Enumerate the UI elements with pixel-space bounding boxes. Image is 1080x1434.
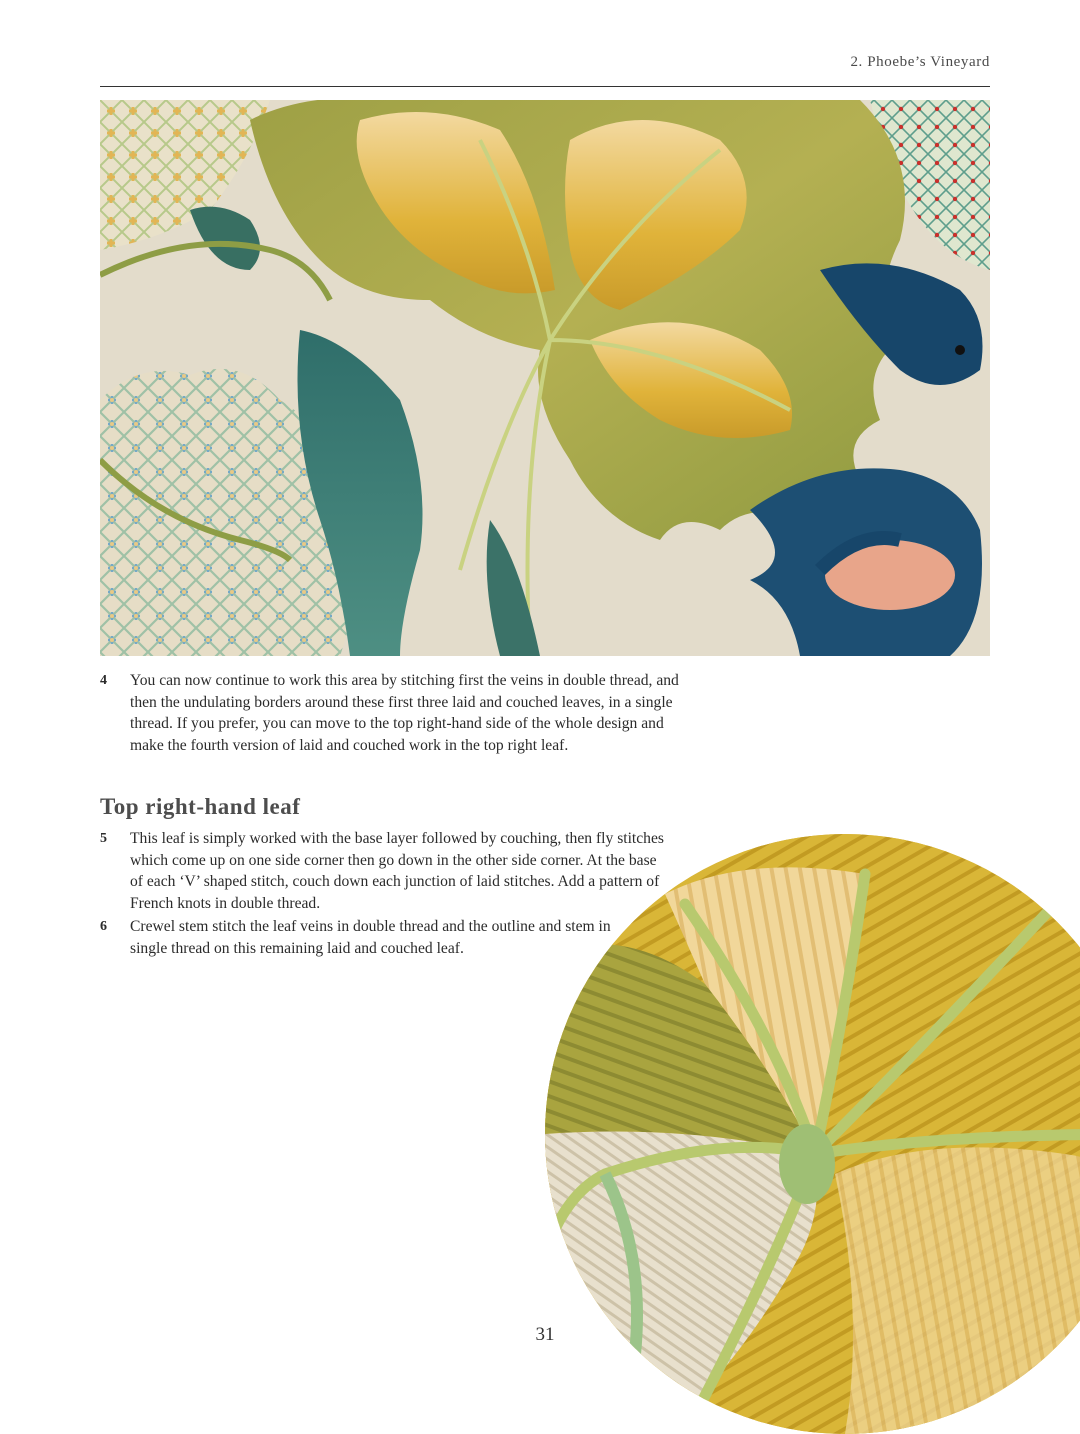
step-5	[100, 828, 672, 914]
step-6	[100, 916, 630, 959]
embroidery-photo	[100, 100, 990, 656]
step-text: Crewel stem stitch the leaf veins in double thread and the outline and stem in single thread on this remaining laid and couched leaf.	[130, 918, 611, 957]
page-number: 31	[535, 1324, 555, 1345]
step-text: You can now continue to work this area by stitching first the veins in double thread, and then the undulating borders around these first three laid and couched leaves, in a single thread. If you prefer, you can move to the top right-hand side of the whole design and make the fourth version of laid and couched work in the top right leaf.	[130, 672, 679, 754]
step-number: 4	[100, 673, 107, 688]
step-text: This leaf is simply worked with the base layer followed by couching, then fly stitches which come up on one side corner then go down in the other side corner. At the base of each ‘V’ shaped stitch, couch down each junction of laid stitches. Add a pattern of French knots in double thread.	[130, 830, 664, 912]
section-heading: Top right-hand leaf	[100, 794, 301, 819]
running-head: 2. Phoebe’s Vineyard	[850, 54, 990, 70]
header-rule	[100, 86, 990, 87]
embroidery-photo-icon	[100, 100, 990, 656]
step-number: 6	[100, 919, 107, 934]
step-number: 5	[100, 831, 107, 846]
step-4	[100, 670, 690, 756]
